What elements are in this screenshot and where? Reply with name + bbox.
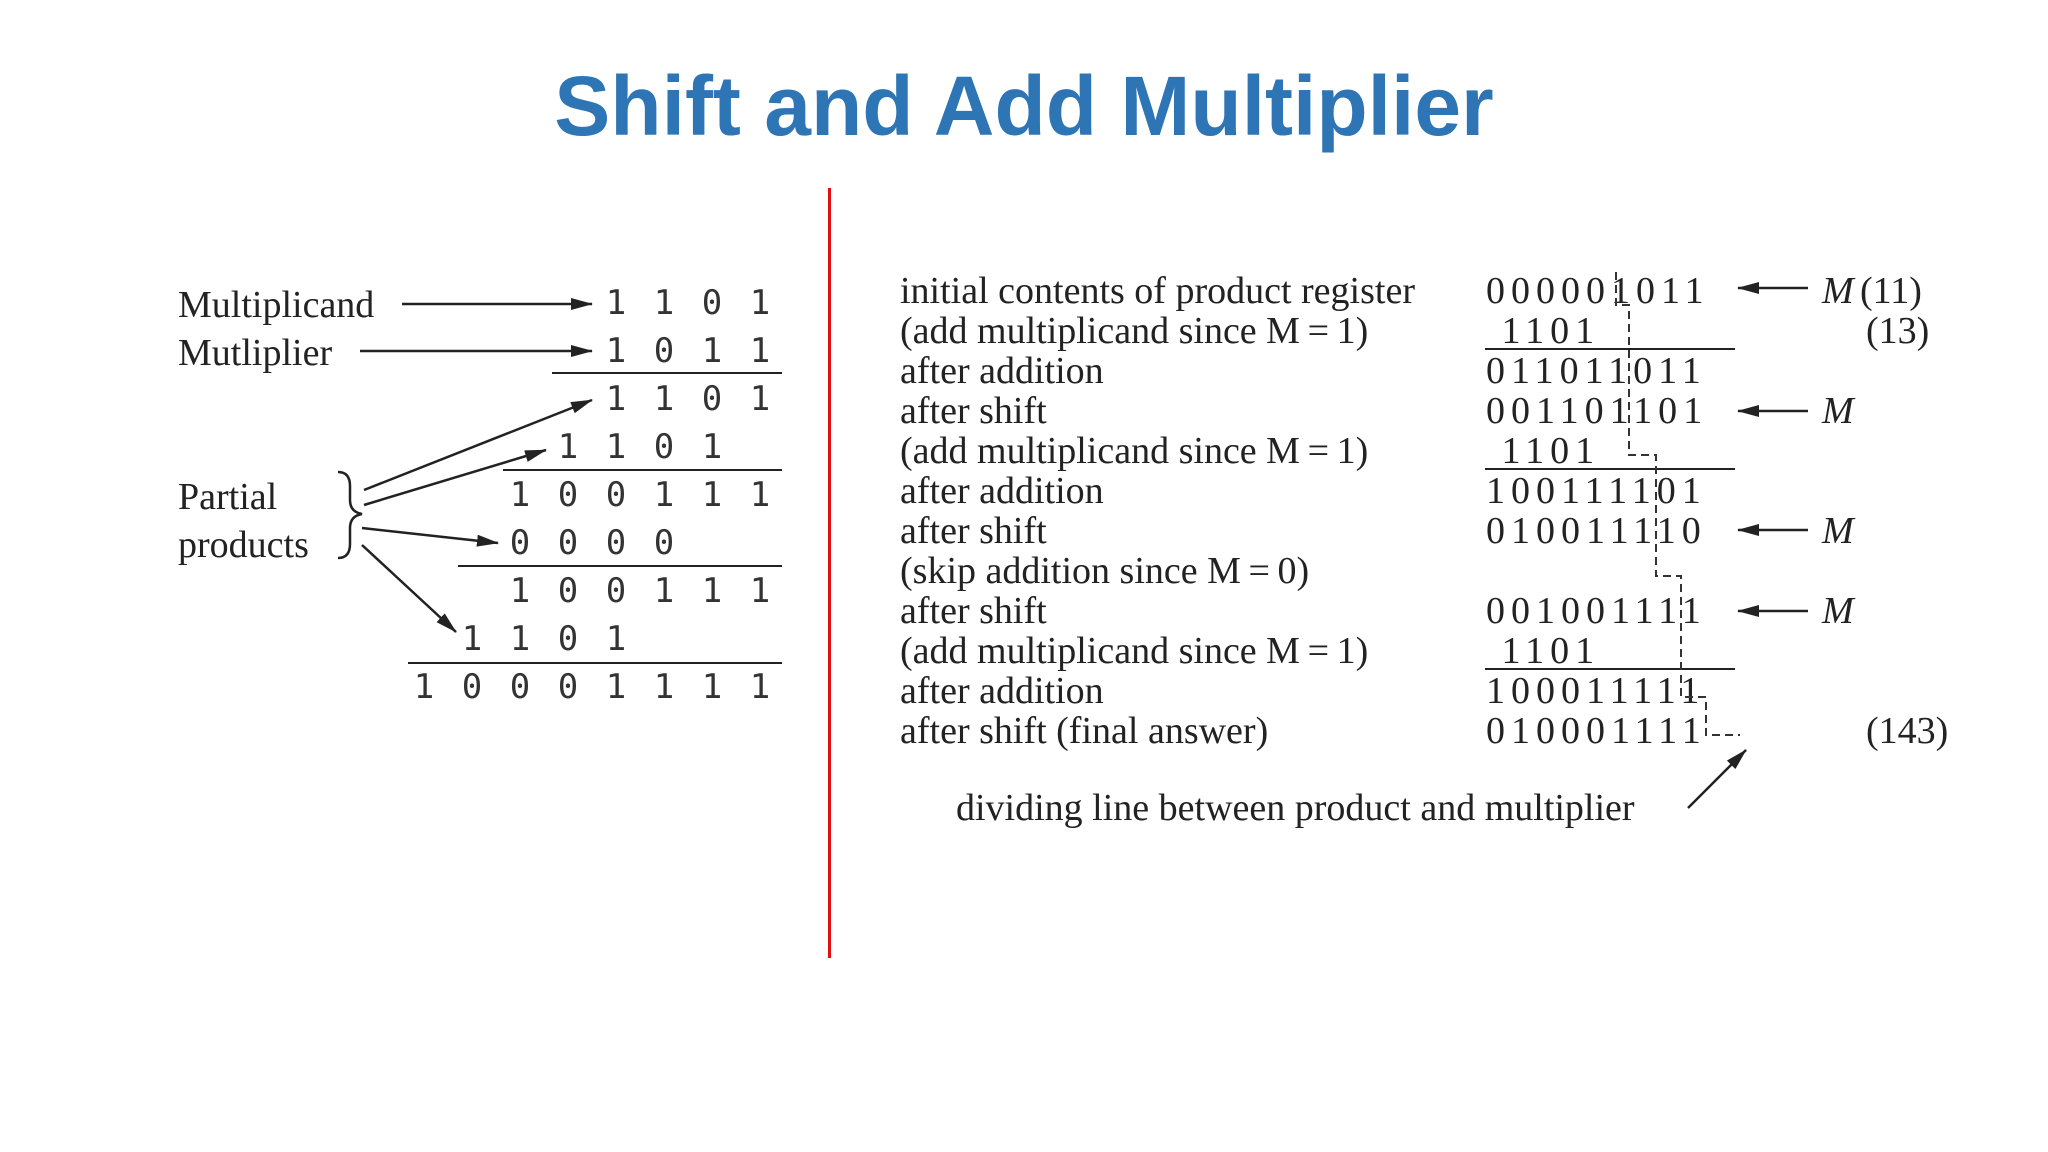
step-label: after shift (final answer): [900, 710, 1269, 752]
left-digit: 1: [749, 667, 771, 707]
left-digit: 0: [557, 475, 579, 515]
left-digit: 1: [509, 619, 531, 659]
left-digit: 1: [749, 331, 771, 371]
step-label: (add multiplicand since M = 1): [900, 310, 1369, 352]
step-label: (skip addition since M = 0): [900, 550, 1310, 592]
left-digit: 0: [557, 523, 579, 563]
left-digit: 1: [605, 427, 627, 467]
register-digits: 100011111: [1486, 670, 1706, 712]
left-digit: 0: [557, 571, 579, 611]
left-digit: 1: [749, 475, 771, 515]
left-digit: 1: [749, 571, 771, 611]
step-label: after shift: [900, 390, 1047, 432]
decimal-value-note: (143): [1866, 710, 1949, 752]
left-digit: 1: [653, 667, 675, 707]
register-digits: 100111101: [1486, 470, 1707, 512]
left-digit: 0: [653, 331, 675, 371]
decimal-value-note: (13): [1866, 310, 1930, 352]
step-label: after addition: [900, 350, 1104, 392]
left-digit: 0: [557, 619, 579, 659]
step-label: after addition: [900, 470, 1104, 512]
left-digit: 1: [701, 427, 723, 467]
partial-arrow-2: [364, 450, 546, 505]
left-digit: 0: [653, 523, 675, 563]
multiplier-bit-marker: M: [1822, 270, 1854, 312]
left-digit: 1: [605, 667, 627, 707]
step-label: initial contents of product register: [900, 270, 1415, 312]
left-digit: 1: [653, 571, 675, 611]
left-digit: 1: [605, 379, 627, 419]
left-digit: 1: [557, 427, 579, 467]
dividing-line-note: dividing line between product and multiplier: [956, 787, 1635, 829]
left-digit: 0: [461, 667, 483, 707]
left-digit: 1: [509, 475, 531, 515]
left-digit: 0: [509, 667, 531, 707]
register-digits: 1101: [1486, 430, 1663, 472]
left-digit: 1: [701, 667, 723, 707]
left-digit: 1: [701, 571, 723, 611]
left-digit: 0: [701, 283, 723, 323]
multiplicand-label: Multiplicand: [178, 284, 375, 326]
partial-products-brace: [338, 472, 362, 558]
left-digit: 1: [653, 379, 675, 419]
left-digit: 0: [605, 571, 627, 611]
left-digit: 0: [701, 379, 723, 419]
decimal-value-note: (11): [1860, 270, 1922, 312]
left-digit: 0: [653, 427, 675, 467]
register-digits: 011011011: [1486, 350, 1707, 392]
left-digit: 0: [605, 475, 627, 515]
register-digits: 010011110: [1486, 510, 1707, 552]
step-label: after addition: [900, 670, 1104, 712]
step-label: after shift: [900, 510, 1047, 552]
left-digit: 1: [701, 331, 723, 371]
register-digits: 1101: [1486, 310, 1663, 352]
left-digit: 1: [461, 619, 483, 659]
step-label: after shift: [900, 590, 1047, 632]
multiplier-bit-marker: M: [1822, 510, 1854, 552]
partial-label-2: products: [178, 524, 309, 566]
left-digit: 1: [749, 379, 771, 419]
step-label: (add multiplicand since M = 1): [900, 630, 1369, 672]
left-digit: 1: [605, 619, 627, 659]
left-digit: 1: [605, 283, 627, 323]
multiplier-label: Mutliplier: [178, 332, 333, 374]
register-digits: 010001111: [1486, 710, 1707, 752]
left-digit: 1: [653, 283, 675, 323]
partial-arrow-3: [362, 528, 498, 543]
left-digit: 1: [509, 571, 531, 611]
dividing-line-arrow: [1688, 750, 1746, 808]
partial-arrow-4: [362, 545, 456, 632]
partial-arrow-1: [364, 400, 592, 490]
partial-label-1: Partial: [178, 476, 278, 518]
multiplier-bit-marker: M: [1822, 590, 1854, 632]
step-label: (add multiplicand since M = 1): [900, 430, 1369, 472]
left-digit: 1: [749, 283, 771, 323]
multiplier-bit-marker: M: [1822, 390, 1854, 432]
register-digits: 001001111: [1486, 590, 1707, 632]
left-digit: 0: [605, 523, 627, 563]
left-digit: 1: [413, 667, 435, 707]
left-digit: 1: [653, 475, 675, 515]
register-digits: 001101101: [1486, 390, 1709, 432]
left-digit: 1: [701, 475, 723, 515]
slide-title: Shift and Add Multiplier: [554, 59, 1494, 153]
dividing-dashed-line: [1616, 272, 1740, 735]
left-digit: 0: [557, 667, 579, 707]
left-digit: 1: [605, 331, 627, 371]
register-digits: 000001011: [1486, 270, 1710, 312]
register-digits: 1101: [1486, 630, 1663, 672]
left-digit: 0: [509, 523, 531, 563]
